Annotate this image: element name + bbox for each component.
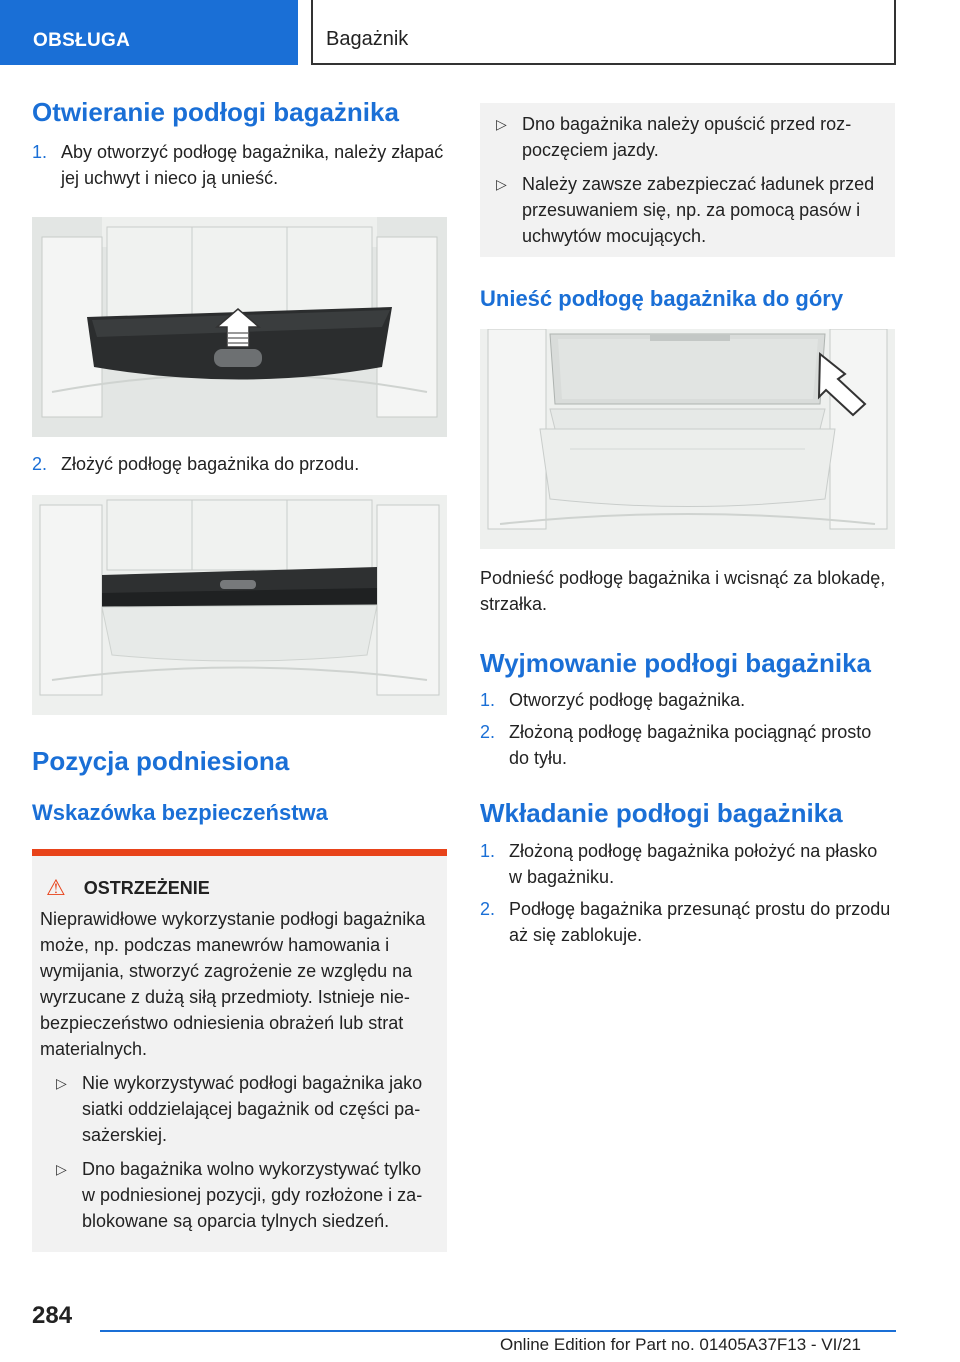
bullet-text: Nie wykorzystywać podłogi bagażnika jako siatki oddzielającej bagażnik od części pasażerskiej. [82, 1072, 423, 1145]
heading-lift-floor: Unieść podłogę bagażnika do góry [480, 286, 844, 311]
step-number: 1. [480, 690, 496, 710]
warning-box [32, 849, 447, 1252]
warning-bullet [40, 1070, 439, 1148]
step-1 [480, 687, 895, 713]
step-2 [480, 719, 895, 771]
section-tab [0, 0, 298, 65]
heading-safety-note: Wskazówka bezpieczeństwa [32, 800, 328, 825]
warning-title-text: OSTRZEŻENIE [83, 877, 210, 898]
warning-bullet [40, 1156, 439, 1234]
step-text: Złożoną podłogę bagażnika położyć na płasko w bagażniku. [509, 840, 878, 887]
step-number: 1. [480, 840, 496, 861]
step-text: Złożoną podłogę bagażnika pociągnąć prosto do tyłu. [509, 722, 872, 768]
left-column [32, 96, 447, 1252]
page-number: 284 [32, 1302, 73, 1329]
triangle-bullet-icon: ▷ [56, 1160, 67, 1177]
chapter-label: Bagażnik [326, 28, 409, 50]
bullet-text: Należy zawsze zabezpieczać ładunek przed przesuwaniem się, np. za pomocą pasów i uchwytów mocujących. [522, 174, 875, 246]
step-2 [32, 451, 447, 477]
warning-body: Nieprawidłowe wykorzystanie podłogi bagażnika może, np. podczas manewrów hamowania i wymijania, stworzyć zagrożenie ze względu na wyrzucane z dużą siłą przedmioty. Istnieje niebezpieczeństwo odniesienia obrażeń lub strat materialnych. [40, 908, 426, 1059]
footer-divider [100, 1330, 896, 1332]
photo-floor-folded [32, 495, 447, 715]
chapter-box [311, 0, 896, 65]
heading-open-floor: Otwieranie podłogi bagażnika [32, 97, 399, 127]
step-text: Aby otworzyć podłogę bagażnika, należy złapać jej uchwyt i nieco ją unieść. [61, 141, 444, 188]
step-2 [480, 896, 895, 948]
edition-text: Online Edition for Part no. 01405A37F13 - VI/21 [500, 1335, 862, 1354]
warning-triangle-icon: ⚠ [46, 874, 66, 900]
step-text: Złożyć podłogę bagażnika do przodu. [61, 453, 360, 474]
section-label: OBSŁUGA [33, 30, 131, 51]
right-column [480, 103, 895, 948]
heading-insert-floor: Wkładanie podłogi bagażnika [480, 798, 843, 828]
step-text: Podłogę bagażnika przesunąć prostu do przodu aż się zablokuje. [509, 898, 891, 945]
photo-floor-raised [480, 329, 895, 549]
bullet-text: Dno bagażnika wolno wykorzystywać tylko w podniesionej pozycji, gdy rozłożone i zablokowane są oparcia tylnych siedzeń. [82, 1158, 423, 1231]
step-text: Otworzyć podłogę bagażnika. [509, 690, 746, 710]
step-number: 2. [32, 453, 48, 474]
warning-bullet [480, 111, 887, 163]
heading-raised-position: Pozycja podniesiona [32, 745, 290, 776]
step-1 [480, 838, 895, 890]
triangle-bullet-icon: ▷ [56, 1074, 67, 1091]
heading-remove-floor: Wyjmowanie podłogi bagażnika [480, 647, 872, 678]
warning-title [46, 876, 439, 900]
triangle-bullet-icon: ▷ [496, 116, 507, 132]
warning-box-continued [480, 103, 895, 257]
step-1 [32, 139, 447, 191]
step-number: 2. [480, 722, 496, 742]
step-number: 2. [480, 898, 496, 919]
photo-floor-lift [32, 217, 447, 437]
step-number: 1. [32, 141, 48, 162]
warning-bullet [480, 171, 887, 249]
bullet-text: Dno bagażnika należy opuścić przed rozpoczęciem jazdy. [522, 114, 852, 160]
lift-instruction: Podnieść podłogę bagażnika i wcisnąć za blokadę, strzałka. [480, 567, 886, 614]
triangle-bullet-icon: ▷ [496, 176, 507, 192]
